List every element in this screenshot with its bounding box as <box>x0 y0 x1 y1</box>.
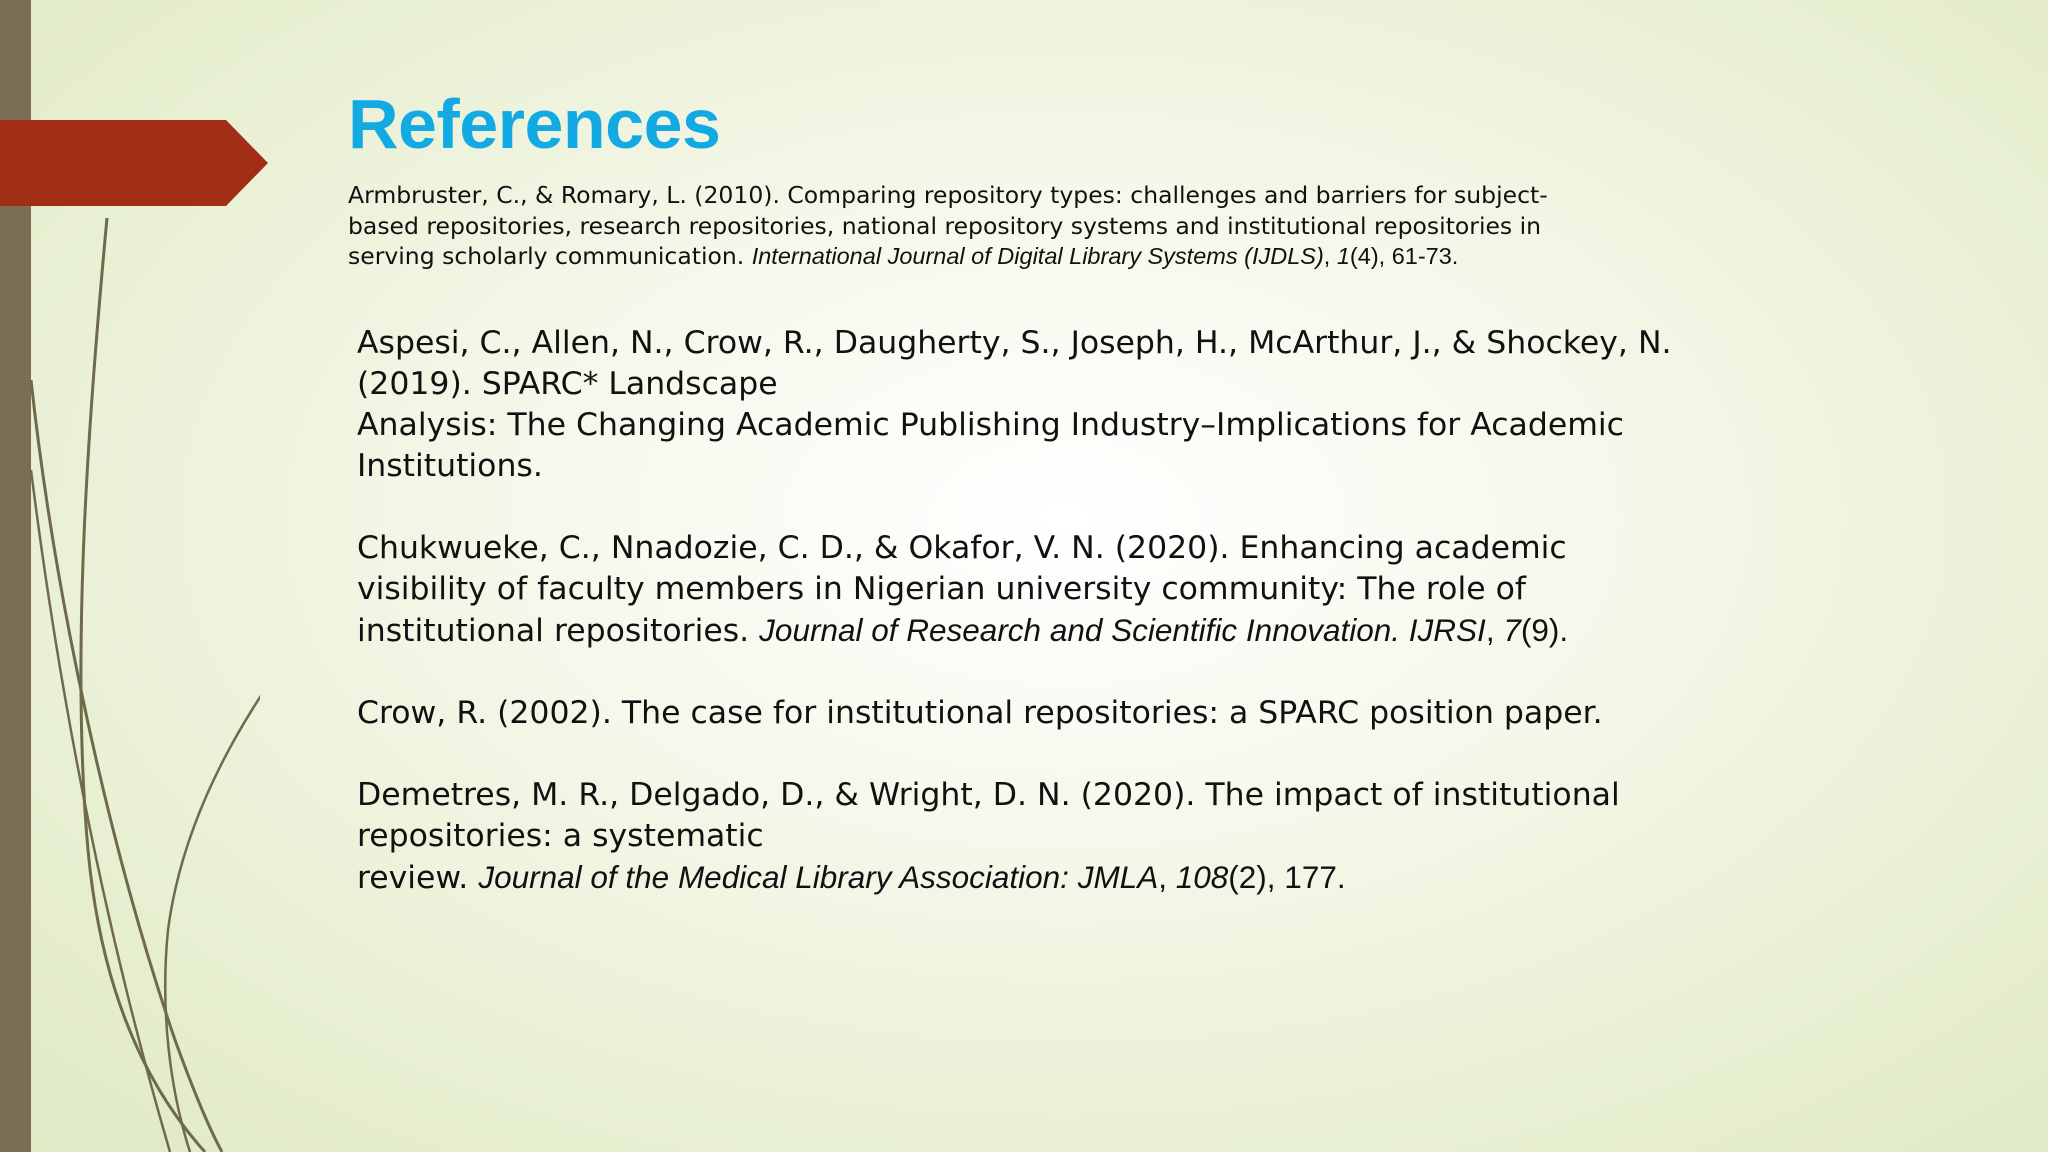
reference-demetres-line-1: Demetres, M. R., Delgado, D., & Wright, D. N. (2020). The impact of institutional <box>357 777 1620 813</box>
reference-aspesi-line-3: Analysis: The Changing Academic Publishing Industry–Implications for Academic <box>357 407 1624 443</box>
reference-chukwueke-line-3-text: institutional repositories. <box>357 613 760 649</box>
reference-chukwueke-line-3 <box>357 610 1687 652</box>
reference-chukwueke-line-2: visibility of faculty members in Nigerian university community: The role of <box>357 571 1526 607</box>
title-arrow-shape <box>0 120 270 206</box>
slide-title: References <box>348 85 721 163</box>
reference-chukwueke <box>357 528 1687 652</box>
reference-demetres-journal: Journal of the Medical Library Association: JMLA <box>478 859 1159 895</box>
reference-aspesi-line-2: (2019). SPARC* Landscape <box>357 366 778 402</box>
reference-demetres-line-3-text: review. <box>357 860 479 896</box>
reference-demetres-line-2: repositories: a systematic <box>357 818 764 854</box>
reference-chukwueke-journal: Journal of Research and Scientific Innovation. IJRSI <box>759 612 1486 648</box>
reference-chukwueke-separator: , <box>1485 612 1504 648</box>
reference-aspesi <box>357 323 1687 487</box>
reference-armbruster <box>348 180 1608 272</box>
reference-armbruster-volume: 1 <box>1336 243 1350 269</box>
reference-list <box>357 323 1687 940</box>
reference-demetres-separator: , <box>1158 859 1176 895</box>
reference-chukwueke-line-1: Chukwueke, C., Nnadozie, C. D., & Okafor, V. N. (2020). Enhancing academic <box>357 530 1567 566</box>
reference-demetres <box>357 775 1687 899</box>
reference-demetres-volume: 108 <box>1175 859 1229 895</box>
reference-chukwueke-volume: 7 <box>1503 612 1521 648</box>
reference-armbruster-journal: International Journal of Digital Library Systems (IJDLS) <box>751 243 1324 269</box>
reference-demetres-line-3 <box>357 857 1687 899</box>
reference-armbruster-separator: , <box>1323 243 1337 269</box>
reference-crow <box>357 693 1687 734</box>
reference-armbruster-issue-pages: (4), 61-73. <box>1349 243 1459 269</box>
reference-armbruster-line-2: based repositories, research repositories, national repository systems and institutional repositories in <box>348 211 1542 240</box>
reference-aspesi-line-1: Aspesi, C., Allen, N., Crow, R., Daugherty, S., Joseph, H., McArthur, J., & Shockey, N. <box>357 325 1672 361</box>
reference-armbruster-line-3-text: serving scholarly communication. <box>348 242 752 270</box>
reference-demetres-issue-pages: (2), 177. <box>1228 859 1346 895</box>
reference-chukwueke-issue: (9). <box>1520 612 1569 648</box>
reference-armbruster-line-1: Armbruster, C., & Romary, L. (2010). Comparing repository types: challenges and barriers for subject- <box>348 181 1548 209</box>
reference-aspesi-line-4: Institutions. <box>357 448 543 484</box>
reference-crow-line-1: Crow, R. (2002). The case for institutional repositories: a SPARC position paper. <box>357 695 1603 731</box>
